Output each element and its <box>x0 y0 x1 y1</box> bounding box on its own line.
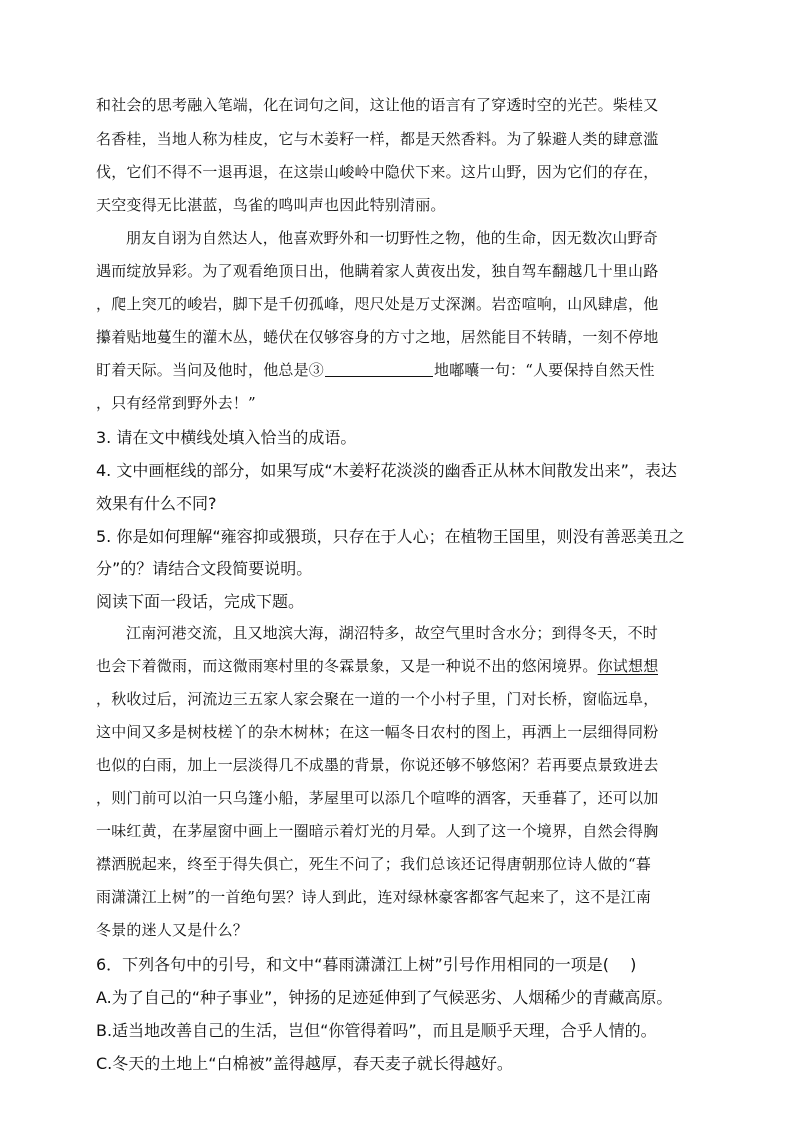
passage1-line-2: 名香桂，当地人称为桂皮，它与木姜籽一样，都是天然香料。为了躲避人类的肆意滥 <box>96 130 659 148</box>
fill-in-blank-3[interactable] <box>325 362 433 377</box>
passage1-line-5: 朋友自诩为自然达人，他喜欢野外和一切野性之物，他的生命，因无数次山野奇 <box>126 229 659 247</box>
line9-after-blank: 地嘟囔一句：“人要保持自然天性 <box>434 361 655 379</box>
passage2-line-2 <box>96 655 658 676</box>
line9-before-blank: 盯着天际。当问及他时，他总是③ <box>96 361 325 379</box>
option-b[interactable]: B.适当地改善自己的生活，岂但“你管得着吗”，而且是顺乎天理，合乎人情的。 <box>96 1021 657 1040</box>
passage1-line-4: 天空变得无比湛蓝，鸟雀的鸣叫声也因此特别清丽。 <box>96 196 446 214</box>
passage2-line-6: ，则门前可以泊一只乌篷小船，茅屋里可以添几个喧哗的酒客，天垂暮了，还可以加 <box>96 789 659 807</box>
passage2-line-7: 一味红黄，在茅屋窗中画上一圈暗示着灯光的月晕。人到了这一个境界，自然会得胸 <box>96 822 659 840</box>
passage2-line-3: ，秋收过后，河流边三五家人家会聚在一道的一个小村子里，门对长桥，窗临远阜， <box>96 690 659 708</box>
passage1-line-7: ，爬上突兀的峻岩，脚下是千仞孤峰，咫尺处是万丈深渊。岩峦喧响，山风肆虐，他 <box>96 295 659 313</box>
underlined-phrase: 你试想想 <box>597 657 659 675</box>
question-4-line-2: 效果有什么不同? <box>96 494 217 513</box>
passage2-line-10: 冬景的迷人又是什么？ <box>96 921 249 939</box>
passage2-line-8: 襟洒脱起来，终至于得失俱亡，死生不问了；我们总该还记得唐朝那位诗人做的“暮 <box>96 855 652 873</box>
question-6: 6．下列各句中的引号，和文中“暮雨潇潇江上树”引号作用相同的一项是( ) <box>96 955 637 974</box>
passage1-line-3: 伐，它们不得不一退再退，在这崇山峻岭中隐伏下来。这片山野，因为它们的存在， <box>96 163 659 181</box>
passage2-line-5: 也似的白雨，加上一层淡得几不成墨的背景，你说还够不够悠闲？若再要点景致进去 <box>96 756 659 774</box>
reading-instruction: 阅读下面一段话，完成下题。 <box>96 592 305 611</box>
passage1-line-9 <box>96 359 655 380</box>
option-c[interactable]: C.冬天的土地上“白棉被”盖得越厚，春天麦子就长得越好。 <box>96 1054 513 1073</box>
option-a[interactable]: A.为了自己的“种子事业”，钟扬的足迹延伸到了气候恶劣、人烟稀少的青藏高原。 <box>96 988 673 1007</box>
passage1-line-8: 攥着贴地蔓生的灌木丛，蜷伏在仅够容身的方寸之地，居然能目不转睛，一刻不停地 <box>96 328 659 346</box>
passage1-line-1: 和社会的思考融入笔端，化在词句之间，这让他的语言有了穿透时空的光芒。柴桂又 <box>96 96 659 114</box>
passage2-line-1: 江南河港交流，且又地滨大海，湖沼特多，故空气里时含水分；到得冬天，不时 <box>126 624 659 642</box>
passage1-line-10: ，只有经常到野外去！” <box>96 394 256 412</box>
question-3: 3. 请在文中横线处填入恰当的成语。 <box>96 428 357 447</box>
passage2-line-9: 雨潇潇江上树”的一首绝句罢？诗人到此，连对绿林豪客都客气起来了，这不是江南 <box>96 888 652 906</box>
question-4-line-1: 4. 文中画框线的部分，如果写成“木姜籽花淡淡的幽香正从林木间散发出来”，表达 <box>96 461 677 480</box>
question-5-line-1: 5. 你是如何理解“雍容抑或猥琐，只存在于人心；在植物王国里，则没有善恶美丑之 <box>96 527 685 546</box>
passage1-line-6: 遇而绽放异彩。为了观看绝顶日出，他瞒着家人黄夜出发，独自驾车翻越几十里山路 <box>96 262 659 280</box>
passage2-line-2-text: 也会下着微雨，而这微雨寒村里的冬霖景象，又是一种说不出的悠闲境界。 <box>96 657 598 675</box>
question-5-line-2: 分”的？请结合文段简要说明。 <box>96 559 313 578</box>
passage2-line-4: 这中间又多是树枝槎丫的杂木树林；在这一幅冬日农村的图上，再洒上一层细得同粉 <box>96 723 659 741</box>
